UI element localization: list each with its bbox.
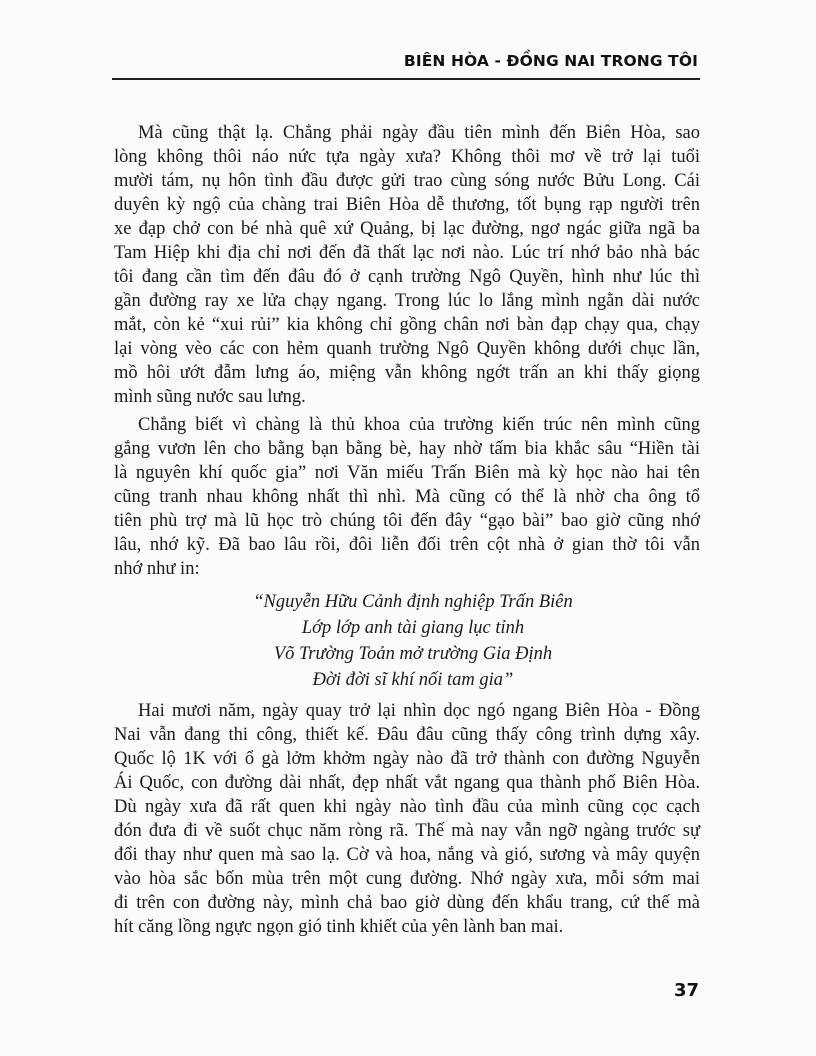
- text-line: mắt, còn kẻ “xui rủi” kia không chỉ gồng chân nơi bàn đạp chạy qua, chạy: [114, 315, 700, 335]
- text-line: Mà cũng thật lạ. Chẳng phải ngày đầu tiên mình đến Biên Hòa, sao: [138, 123, 700, 143]
- text-line: đi trên con đường này, mình chả bao giờ dùng đến khẩu trang, cứ thế mà: [114, 893, 700, 913]
- text-line: mồ hôi ướt đẫm lưng áo, miệng vẫn không ngớt trấn an khi thấy giọng: [114, 363, 700, 383]
- text-line: Chẳng biết vì chàng là thủ khoa của trường kiến trúc nên mình cũng: [138, 415, 700, 435]
- paragraph-2: [114, 413, 700, 581]
- text-line: Quốc lộ 1K với ổ gà lởm khởm ngày nào đã trở thành con đường Nguyễn: [114, 749, 700, 769]
- text-line: gắng vươn lên cho bằng bạn bằng bè, hay nhờ tấm bia khắc sâu “Hiền tài: [114, 439, 700, 459]
- text-line: Tam Hiệp khi địa chỉ nơi đến đã thất lạc nơi nào. Lúc trí nhớ bảo nhà bác: [114, 243, 700, 263]
- text-line: tiên phù trợ mà lũ học trò chúng tôi đến đây “gạo bài” bao giờ cũng nhớ: [114, 511, 700, 531]
- text-line: mười tám, nụ hôn tình đầu được gửi trao cùng sóng nước Bửu Long. Cái: [114, 171, 700, 191]
- text-line: tôi đang cần tìm đến đâu đó ở cạnh trường Ngô Quyền, hình như lúc thì: [114, 267, 700, 287]
- text-line: lâu, nhớ kỹ. Đã bao lâu rồi, đôi liễn đối trên cột nhà ở gian thờ tôi vẫn: [114, 535, 700, 555]
- paragraph-1: [114, 121, 700, 409]
- text-line: gần đường ray xe lửa chạy ngang. Trong lúc lo lắng mình ngằn dài nước: [114, 291, 700, 311]
- poem: [114, 589, 700, 693]
- poem-line: Võ Trường Toản mở trường Gia Định: [273, 644, 553, 664]
- poem-line: Đời đời sĩ khí nối tam gia”: [312, 670, 514, 690]
- text-line: duyên kỳ ngộ của chàng trai Biên Hòa dễ thương, tốt bụng rạp người trên: [114, 195, 700, 215]
- poem-line: Lớp lớp anh tài giang lục tỉnh: [301, 618, 525, 638]
- body-text: [114, 121, 700, 939]
- text-line: cũng tranh nhau không nhất thì nhì. Mà cũng có thể là nhờ cha ông tổ: [114, 487, 700, 507]
- text-line: Ái Quốc, con đường dài nhất, đẹp nhất vắt ngang qua thành phố Biên Hòa.: [114, 773, 700, 793]
- text-line: Dù ngày xưa đã rất quen khi ngày nào tình đầu của mình cũng cọc cạch: [114, 797, 700, 817]
- text-line: Nai vẫn đang thi công, thiết kế. Đâu đâu cũng thấy công trình dựng xây.: [114, 725, 700, 745]
- text-line: là nguyên khí quốc gia” nơi Văn miếu Trấn Biên mà kỳ học nào hai tên: [114, 463, 700, 483]
- text-line: lại vòng vèo các con hẻm quanh trường Ngô Quyền không dưới chục lần,: [114, 339, 700, 359]
- text-line: Hai mươi năm, ngày quay trở lại nhìn dọc ngó ngang Biên Hòa - Đồng: [138, 701, 700, 721]
- text-line: mình sũng nước sau lưng.: [114, 387, 306, 407]
- text-line: lòng không thôi náo nức tựa ngày xưa? Không thôi mơ về trở lại tuổi: [114, 147, 700, 167]
- text-line: vào hòa sắc bốn mùa trên một cung đường. Nhớ ngày xưa, mỗi sớm mai: [114, 869, 700, 889]
- text-line: xe đạp chở con bé nhà quê xứ Quảng, bị lạc đường, ngơ ngác giữa ngã ba: [114, 219, 700, 239]
- text-line: nhớ như in:: [114, 559, 200, 579]
- poem-line: “Nguyễn Hữu Cảnh định nghiệp Trấn Biên: [253, 592, 573, 612]
- text-line: đón đưa đi về suốt chục năm ròng rã. Thế mà nay vẫn ngỡ ngàng trước sự: [114, 821, 700, 841]
- text-line: đổi thay như quen mà sao lạ. Cờ và hoa, nắng và gió, sương và mây quyện: [114, 845, 700, 865]
- header-divider: [112, 78, 700, 80]
- running-header: BIÊN HÒA - ĐỒNG NAI TRONG TÔI: [403, 52, 698, 70]
- text-line: hít căng lồng ngực ngọn gió tinh khiết của yên lành ban mai.: [114, 917, 564, 937]
- page-number: 37: [673, 980, 699, 1001]
- paragraph-3: [114, 699, 700, 939]
